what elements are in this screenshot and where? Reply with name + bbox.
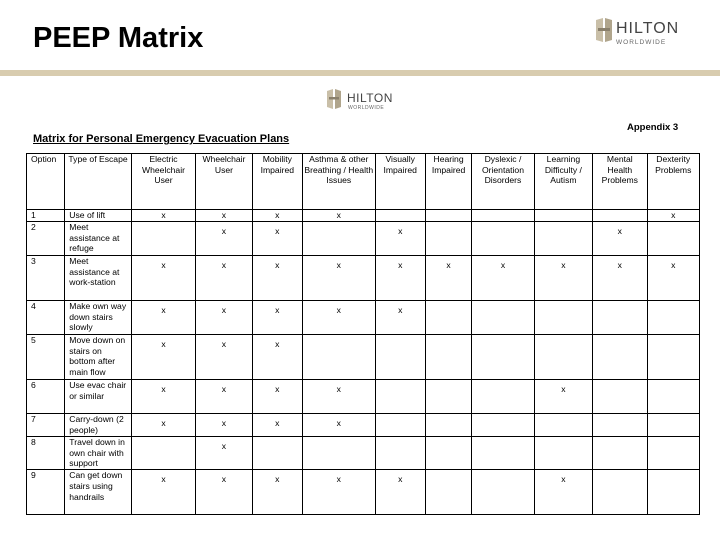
matrix-cell [472,301,534,335]
matrix-cell [593,210,647,222]
matrix-cell [375,414,425,437]
matrix-cell [375,210,425,222]
option-number: 9 [27,470,65,515]
slide-title: PEEP Matrix [33,22,204,54]
option-number: 6 [27,380,65,414]
option-number: 7 [27,414,65,437]
matrix-cell [131,222,195,256]
matrix-cell: x [131,335,195,380]
column-header: Wheelchair User [196,154,252,210]
matrix-cell [593,380,647,414]
matrix-cell [593,437,647,470]
matrix-cell: x [131,256,195,301]
matrix-cell: x [196,301,252,335]
matrix-cell [593,414,647,437]
matrix-cell [375,437,425,470]
hilton-logo [594,16,694,50]
matrix-cell: x [196,380,252,414]
table-row [27,222,700,256]
table-row [27,335,700,380]
escape-type: Use evac chair or similar [65,380,131,414]
matrix-cell [375,335,425,380]
escape-type: Meet assistance at work-station [65,256,131,301]
matrix-cell [472,210,534,222]
matrix-cell [472,335,534,380]
column-header: Mental Health Problems [593,154,647,210]
matrix-cell: x [303,301,376,335]
matrix-cell [593,470,647,515]
matrix-cell [303,437,376,470]
matrix-cell: x [647,210,700,222]
matrix-cell [647,335,700,380]
matrix-cell: x [593,256,647,301]
matrix-cell: x [593,222,647,256]
matrix-cell [425,301,471,335]
document-hilton-logo [326,88,416,114]
matrix-cell: x [472,256,534,301]
table-row [27,470,700,515]
matrix-cell: x [252,256,302,301]
option-number: 5 [27,335,65,380]
matrix-cell: x [131,470,195,515]
matrix-cell: x [131,380,195,414]
matrix-cell [303,335,376,380]
option-number: 4 [27,301,65,335]
matrix-cell [425,335,471,380]
matrix-cell: x [647,256,700,301]
matrix-cell: x [252,222,302,256]
column-header: Mobility Impaired [252,154,302,210]
matrix-cell [472,437,534,470]
hilton-emblem-icon [326,88,344,112]
table-row [27,256,700,301]
matrix-cell [534,414,592,437]
matrix-cell: x [534,256,592,301]
matrix-cell: x [252,210,302,222]
matrix-cell: x [196,256,252,301]
logo-brand-text: HILTON [616,20,680,37]
matrix-cell [647,301,700,335]
matrix-cell: x [196,210,252,222]
doc-logo-brand-text: HILTON [347,91,393,105]
escape-type: Meet assistance at refuge [65,222,131,256]
matrix-cell: x [131,301,195,335]
matrix-cell: x [375,470,425,515]
matrix-cell: x [196,470,252,515]
matrix-cell [131,437,195,470]
escape-type: Can get down stairs using handrails [65,470,131,515]
matrix-cell: x [131,414,195,437]
matrix-cell [303,222,376,256]
column-header: Option [27,154,65,210]
matrix-cell: x [303,256,376,301]
logo-sub-text: WORLDWIDE [616,39,667,46]
peep-matrix-table [26,153,700,515]
matrix-cell [425,210,471,222]
escape-type: Carry-down (2 people) [65,414,131,437]
matrix-cell [252,437,302,470]
matrix-cell: x [303,414,376,437]
matrix-cell: x [303,470,376,515]
matrix-cell: x [252,380,302,414]
matrix-cell: x [196,414,252,437]
matrix-cell [647,470,700,515]
column-header: Learning Difficulty / Autism [534,154,592,210]
option-number: 8 [27,437,65,470]
matrix-cell [425,470,471,515]
matrix-cell [593,335,647,380]
column-header: Dexterity Problems [647,154,700,210]
matrix-cell [534,437,592,470]
matrix-cell [534,335,592,380]
matrix-cell: x [196,437,252,470]
option-number: 2 [27,222,65,256]
matrix-cell [425,222,471,256]
column-header: Electric Wheelchair User [131,154,195,210]
matrix-cell [593,301,647,335]
matrix-cell: x [425,256,471,301]
document-title: Matrix for Personal Emergency Evacuation Plans [33,133,290,145]
matrix-cell [425,380,471,414]
matrix-cell: x [534,380,592,414]
escape-type: Use of lift [65,210,131,222]
matrix-cell [534,210,592,222]
table-row [27,301,700,335]
option-number: 1 [27,210,65,222]
option-number: 3 [27,256,65,301]
escape-type: Make own way down stairs slowly [65,301,131,335]
matrix-cell [647,222,700,256]
column-header: Hearing Impaired [425,154,471,210]
matrix-cell: x [375,256,425,301]
column-header: Type of Escape [65,154,131,210]
matrix-cell: x [196,222,252,256]
matrix-cell [425,414,471,437]
escape-type: Move down on stairs on bottom after main flow [65,335,131,380]
matrix-cell: x [252,470,302,515]
table-row [27,210,700,222]
matrix-cell: x [303,380,376,414]
matrix-cell [647,380,700,414]
matrix-cell: x [252,414,302,437]
matrix-cell [534,222,592,256]
matrix-cell [472,380,534,414]
matrix-cell [472,222,534,256]
matrix-cell [375,380,425,414]
table-row [27,437,700,470]
doc-logo-sub-text: WORLDWIDE [348,105,385,111]
matrix-cell: x [252,335,302,380]
table-header-row [27,154,700,210]
appendix-label: Appendix 3 [627,122,679,133]
matrix-cell: x [131,210,195,222]
matrix-cell: x [303,210,376,222]
matrix-cell [534,301,592,335]
matrix-cell: x [375,222,425,256]
matrix-cell: x [252,301,302,335]
column-header: Dyslexic / Orientation Disorders [472,154,534,210]
hilton-emblem-icon [594,16,616,46]
matrix-cell [472,414,534,437]
matrix-cell [472,470,534,515]
matrix-cell [425,437,471,470]
escape-type: Travel down in own chair with support [65,437,131,470]
column-header: Visually Impaired [375,154,425,210]
table-row [27,414,700,437]
matrix-cell: x [375,301,425,335]
matrix-cell [647,437,700,470]
matrix-cell: x [196,335,252,380]
matrix-cell: x [534,470,592,515]
matrix-cell [647,414,700,437]
column-header: Asthma & other Breathing / Health Issues [303,154,376,210]
table-row [27,380,700,414]
header-divider [0,70,720,76]
